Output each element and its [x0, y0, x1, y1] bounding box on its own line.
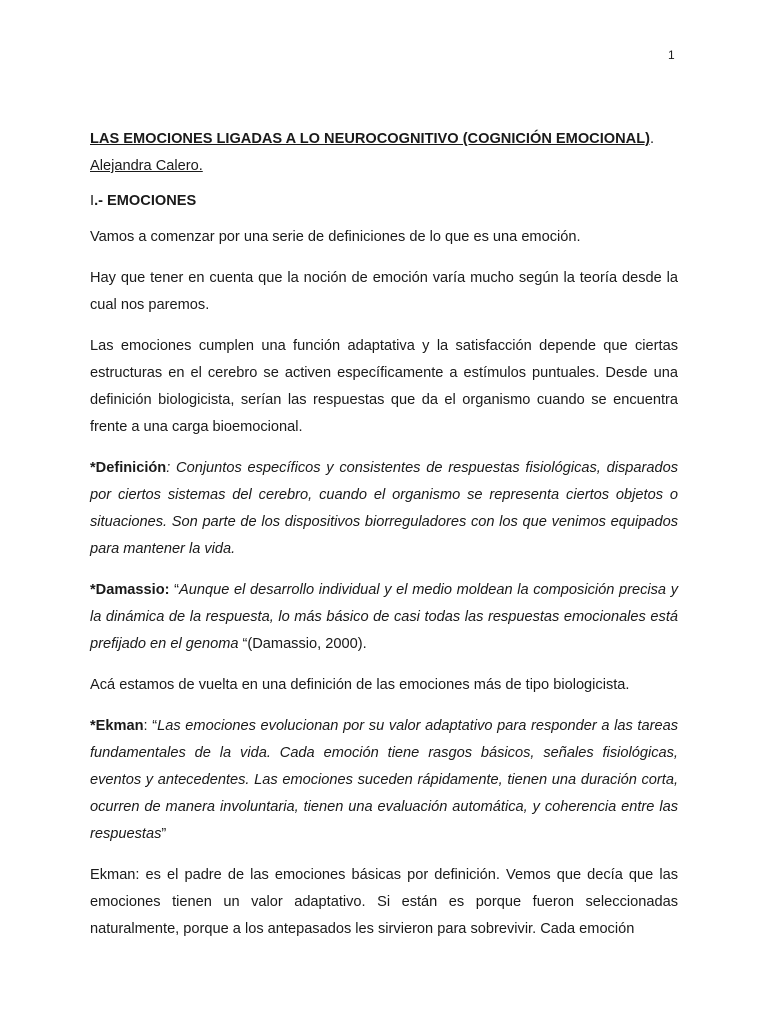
section-title: .- EMOCIONES	[94, 193, 197, 209]
paragraph-damassio	[90, 577, 678, 658]
document-body	[90, 129, 678, 943]
document-title	[90, 129, 678, 149]
damassio-open-quote: “	[169, 582, 180, 598]
section-prefix: I	[90, 193, 95, 209]
paragraph-intro: Vamos a comenzar por una serie de definiciones de lo que es una emoción.	[90, 229, 581, 245]
definition-label: *Definición	[90, 460, 167, 476]
title-text: LAS EMOCIONES LIGADAS A LO NEUROCOGNITIVO (COGNICIÓN EMOCIONAL)	[90, 131, 650, 147]
damassio-quote: Aunque el desarrollo individual y el medio moldean la composición precisa y la dinámica de la respuesta, lo más básico de casi todas las respuestas emocionales está prefijado en el genoma	[90, 582, 678, 652]
ekman-quote: Las emociones evolucionan por su valor adaptativo para responder a las tareas fundamentales de la vida. Cada emoción tiene rasgos básicos, señales fisiológicas, eventos y antecedentes. Las emociones suceden rápidamente, tienen una duración corta, ocurren de manera involuntaria, tienen una evaluación automática, y coherencia entre las respuestas	[90, 718, 678, 842]
paragraph-ekman-explanation: Ekman: es el padre de las emociones básicas por definición. Vemos que decía que las emociones tienen un valor adaptativo. Si están es porque fueron seleccionadas naturalmente, porque a los antepasados les sirvieron para sobrevivir. Cada emoción	[90, 867, 678, 937]
ekman-close-quote: ”	[161, 826, 167, 842]
damassio-label: *Damassio:	[90, 582, 170, 598]
author-line	[90, 156, 678, 176]
damassio-citation: “(Damassio, 2000).	[238, 636, 367, 652]
definition-text: : Conjuntos específicos y consistentes de respuestas fisiológicas, disparados por ciertos sistemas del cerebro, cuando el organismo se representa ciertos objetos o situaciones. Son parte de los dispositivos biorreguladores con los que venimos equipados para mantener la vida.	[90, 460, 678, 557]
author-name: Alejandra Calero.	[90, 158, 203, 174]
paragraph-biologicist: Acá estamos de vuelta en una definición de las emociones más de tipo biologicista.	[90, 677, 630, 693]
paragraph-definition	[90, 455, 678, 563]
section-heading	[90, 191, 678, 211]
ekman-open-quote: : “	[143, 718, 158, 734]
paragraph-adaptive-function: Las emociones cumplen una función adaptativa y la satisfacción depende que ciertas estructuras en el cerebro se activen específicamente a estímulos puntuales. Desde una definición biologicista, serían las respuestas que da el organismo cuando se encuentra frente a una carga bioemocional.	[90, 338, 678, 435]
page-number: 1	[668, 48, 675, 62]
paragraph-notion: Hay que tener en cuenta que la noción de emoción varía mucho según la teoría desde la cual nos paremos.	[90, 270, 678, 313]
title-period: .	[649, 131, 655, 147]
ekman-label: *Ekman	[90, 718, 144, 734]
paragraph-ekman	[90, 713, 678, 848]
